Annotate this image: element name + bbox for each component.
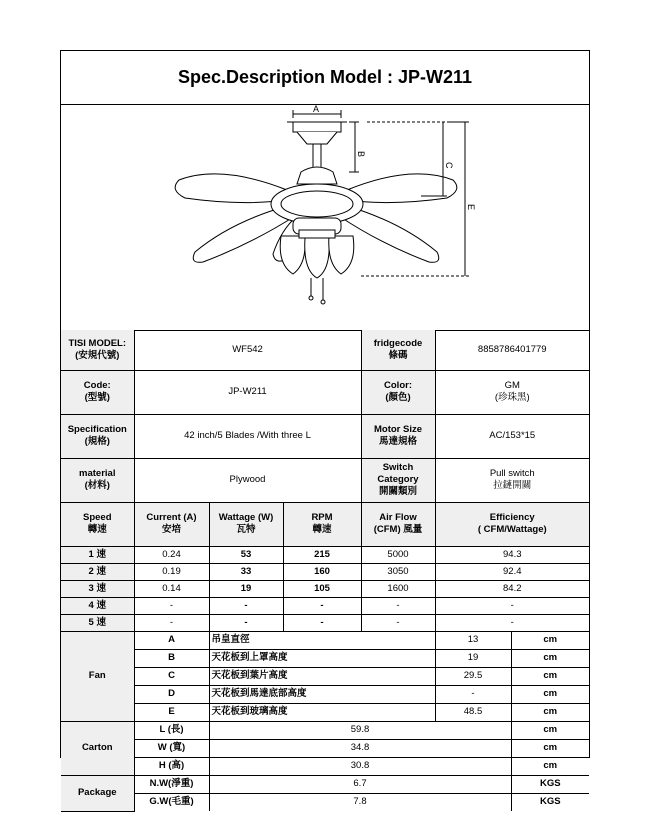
wattage-cell: 33 (209, 563, 283, 580)
motor-size-value: AC/153*15 (435, 414, 589, 458)
airflow-cell: - (361, 597, 435, 614)
airflow-header: Air Flow (CFM) 風量 (361, 502, 435, 546)
switch-category-label: Switch Category 開關類別 (361, 458, 435, 502)
color-value: GM (珍珠黑) (435, 370, 589, 414)
spec-table (61, 330, 589, 812)
carton-dim-unit: cm (511, 721, 589, 739)
efficiency-cell: - (435, 597, 589, 614)
fridgecode-label: fridgecode 條碼 (361, 330, 435, 370)
fan-dim-unit: cm (511, 631, 589, 649)
efficiency-cell: 94.3 (435, 546, 589, 563)
speed-cell: 2 速 (61, 563, 134, 580)
package-weight-unit: KGS (511, 775, 589, 793)
tisi-model-value: WF542 (134, 330, 361, 370)
efficiency-cell: 92.4 (435, 563, 589, 580)
fan-dim-value: - (435, 685, 511, 703)
efficiency-cell: 84.2 (435, 580, 589, 597)
dimension-label-e: E (466, 204, 476, 211)
rpm-cell: 105 (283, 580, 361, 597)
package-weight-value: 6.7 (209, 775, 511, 793)
speed-cell: 4 速 (61, 597, 134, 614)
code-label: Code: (型號) (61, 370, 134, 414)
carton-dim-unit: cm (511, 757, 589, 775)
fridgecode-value: 8858786401779 (435, 330, 589, 370)
fan-dim-value: 13 (435, 631, 511, 649)
rpm-cell: - (283, 614, 361, 631)
rpm-header: RPM 轉速 (283, 502, 361, 546)
fan-dim-key: A (134, 631, 209, 649)
fan-dim-key: C (134, 667, 209, 685)
tisi-model-label: TISI MODEL: (安規代號) (61, 330, 134, 370)
material-label: material (材料) (61, 458, 134, 502)
fan-dim-key: E (134, 703, 209, 721)
airflow-cell: 5000 (361, 546, 435, 563)
package-weight-unit: KGS (511, 793, 589, 811)
carton-dim-value: 34.8 (209, 739, 511, 757)
dimension-label-a: A (313, 104, 320, 114)
ceiling-fan-illustration (61, 104, 589, 330)
efficiency-header: Efficiency ( CFM/Wattage) (435, 502, 589, 546)
fan-dim-value: 48.5 (435, 703, 511, 721)
current-cell: 0.19 (134, 563, 209, 580)
current-cell: - (134, 597, 209, 614)
speed-cell: 3 速 (61, 580, 134, 597)
page-title: Spec.Description Model : JP-W211 (61, 51, 589, 105)
carton-dim-key: W (寬) (134, 739, 209, 757)
airflow-cell: 3050 (361, 563, 435, 580)
package-weight-key: G.W(毛重) (134, 793, 209, 811)
material-value: Plywood (134, 458, 361, 502)
fan-dim-unit: cm (511, 649, 589, 667)
wattage-header: Wattage (W) 瓦特 (209, 502, 283, 546)
speed-header: Speed 轉速 (61, 502, 134, 546)
rpm-cell: - (283, 597, 361, 614)
airflow-cell: 1600 (361, 580, 435, 597)
carton-dim-value: 30.8 (209, 757, 511, 775)
fan-drawing (61, 104, 589, 331)
rpm-cell: 160 (283, 563, 361, 580)
fan-dim-desc: 天花板到上罩高度 (209, 649, 435, 667)
dimension-label-c: C (444, 162, 454, 169)
specification-value: 42 inch/5 Blades /With three L (134, 414, 361, 458)
package-section-label: Package (61, 775, 134, 811)
current-cell: - (134, 614, 209, 631)
carton-dim-value: 59.8 (209, 721, 511, 739)
current-cell: 0.14 (134, 580, 209, 597)
wattage-cell: - (209, 614, 283, 631)
table-row (61, 597, 589, 614)
fan-dim-key: B (134, 649, 209, 667)
speed-cell: 1 速 (61, 546, 134, 563)
fan-dim-desc: 吊皇直徑 (209, 631, 435, 649)
table-row (61, 580, 589, 597)
wattage-cell: 53 (209, 546, 283, 563)
airflow-cell: - (361, 614, 435, 631)
carton-dim-unit: cm (511, 739, 589, 757)
fan-dim-value: 19 (435, 649, 511, 667)
current-header: Current (A) 安培 (134, 502, 209, 546)
code-value: JP-W211 (134, 370, 361, 414)
fan-dim-unit: cm (511, 685, 589, 703)
fan-dim-desc: 天花板到葉片高度 (209, 667, 435, 685)
rpm-cell: 215 (283, 546, 361, 563)
wattage-cell: - (209, 597, 283, 614)
fan-dim-key: D (134, 685, 209, 703)
carton-dim-key: H (高) (134, 757, 209, 775)
speed-cell: 5 速 (61, 614, 134, 631)
fan-dim-desc: 天花板到馬達底部高度 (209, 685, 435, 703)
carton-dim-key: L (長) (134, 721, 209, 739)
fan-dim-value: 29.5 (435, 667, 511, 685)
dimension-label-b: B (356, 151, 366, 158)
table-row (61, 546, 589, 563)
fan-dim-desc: 天花板到玻璃高度 (209, 703, 435, 721)
specification-label: Specification (規格) (61, 414, 134, 458)
carton-section-label: Carton (61, 721, 134, 775)
color-label: Color: (顏色) (361, 370, 435, 414)
wattage-cell: 19 (209, 580, 283, 597)
package-weight-value: 7.8 (209, 793, 511, 811)
motor-size-label: Motor Size 馬達規格 (361, 414, 435, 458)
efficiency-cell: - (435, 614, 589, 631)
fan-dim-unit: cm (511, 667, 589, 685)
table-row (61, 614, 589, 631)
table-row (61, 563, 589, 580)
fan-dim-unit: cm (511, 703, 589, 721)
fan-section-label: Fan (61, 631, 134, 721)
spec-sheet (60, 50, 590, 808)
current-cell: 0.24 (134, 546, 209, 563)
switch-category-value: Pull switch 拉鏈開關 (435, 458, 589, 502)
package-weight-key: N.W(淨重) (134, 775, 209, 793)
